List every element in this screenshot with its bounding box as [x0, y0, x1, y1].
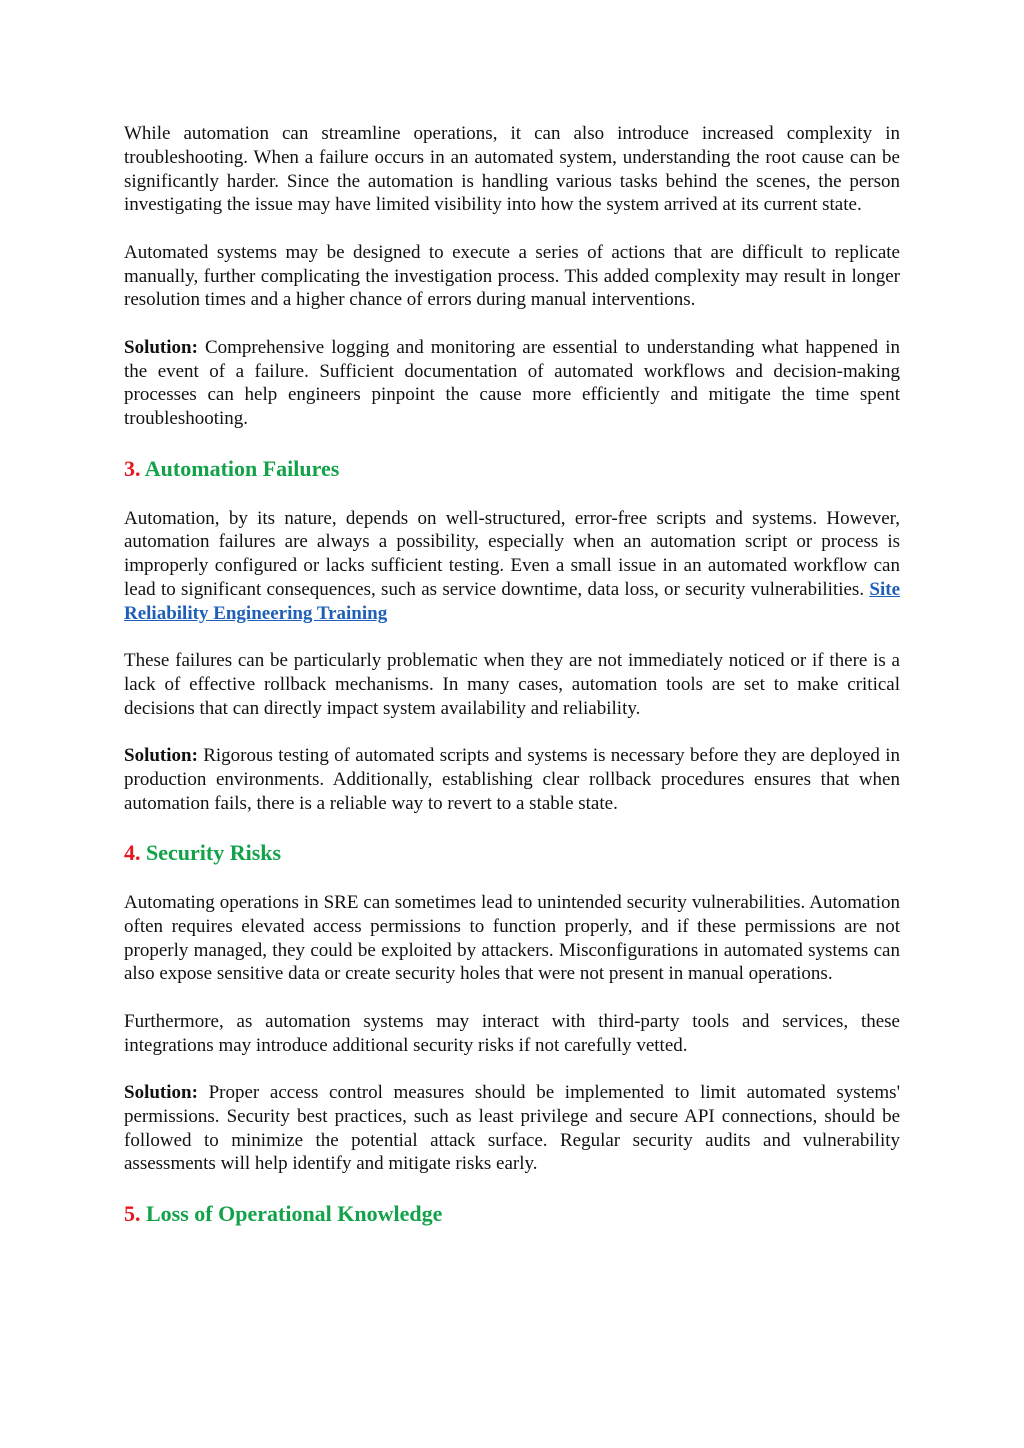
paragraph-automation-failures — [124, 507, 900, 626]
heading-title: Automation Failures — [144, 455, 340, 481]
paragraph-automated-actions: Automated systems may be designed to execute a series of actions that are difficult to replicate manually, further complicating the investigation process. This added complexity may result in longer resolution times and a higher chance of errors during manual interventions. — [124, 241, 900, 311]
solution-text: Comprehensive logging and monitoring are essential to understanding what happened in the event of a failure. Sufficient documentation of automated workflows and decision-making processes can help engineers pinpoint the cause more efficiently and mitigate the time spent troubleshooting. — [124, 336, 900, 430]
solution-label: Solution: — [124, 1082, 198, 1104]
document-page — [124, 122, 900, 1252]
paragraph-third-party-integrations: Furthermore, as automation systems may interact with third-party tools and services, these integrations may introduce additional security risks if not carefully vetted. — [124, 1010, 900, 1056]
paragraph-solution-access-control — [124, 1081, 900, 1176]
heading-loss-of-operational-knowledge — [124, 1200, 900, 1228]
site-reliability-training-link[interactable]: Site Reliability Engineering Training — [124, 578, 900, 624]
heading-automation-failures — [124, 455, 900, 483]
solution-label: Solution: — [124, 336, 198, 358]
paragraph-text: Automation, by its nature, depends on well-structured, error-free scripts and systems. However, automation failures are always a possibility, especially when an automation script or process is improperly configured or lacks sufficient testing. Even a small issue in an automated workflow can lead to significant consequences, such as service downtime, data loss, or security vulnerabilities. — [124, 507, 900, 600]
paragraph-troubleshooting-complexity: While automation can streamline operations, it can also introduce increased complexity in troubleshooting. When a failure occurs in an automated system, understanding the root cause can be significantly harder. Since the automation is handling various tasks behind the scenes, the person investigating the issue may have limited visibility into how the system arrived at its current state. — [124, 123, 900, 216]
solution-text: Proper access control measures should be implemented to limit automated systems' permissions. Security best practices, such as least privilege and secure API connections, should be followed to minimize the potential attack surface. Regular security audits and vulnerability assessments will help identify and mitigate risks early. — [124, 1082, 900, 1175]
heading-title: Loss of Operational Knowledge — [146, 1200, 443, 1226]
paragraph-security-vulnerabilities: Automating operations in SRE can sometimes lead to unintended security vulnerabilities. Automation often requires elevated access permissions to function properly, and if these permissions are not properly managed, they could be exploited by attackers. Misconfigurations in automated systems can also expose sensitive data or create security holes that were not present in manual operations. — [124, 892, 900, 985]
heading-title: Security Risks — [146, 840, 282, 866]
heading-security-risks — [124, 839, 900, 867]
heading-number: 5. — [124, 1200, 141, 1226]
paragraph-solution-testing — [124, 744, 900, 815]
paragraph-rollback-mechanisms: These failures can be particularly problematic when they are not immediately noticed or if there is a lack of effective rollback mechanisms. In many cases, automation tools are set to make critical decisions that can directly impact system availability and reliability. — [124, 650, 900, 719]
solution-text: Rigorous testing of automated scripts and systems is necessary before they are deployed in production environments. Additionally, establishing clear rollback procedures ensures that when automation fails, there is a reliable way to revert to a stable state. — [124, 745, 900, 814]
paragraph-solution-logging — [124, 336, 900, 431]
solution-label: Solution: — [124, 745, 198, 767]
heading-number: 3. — [124, 455, 141, 481]
heading-number: 4. — [124, 840, 141, 866]
